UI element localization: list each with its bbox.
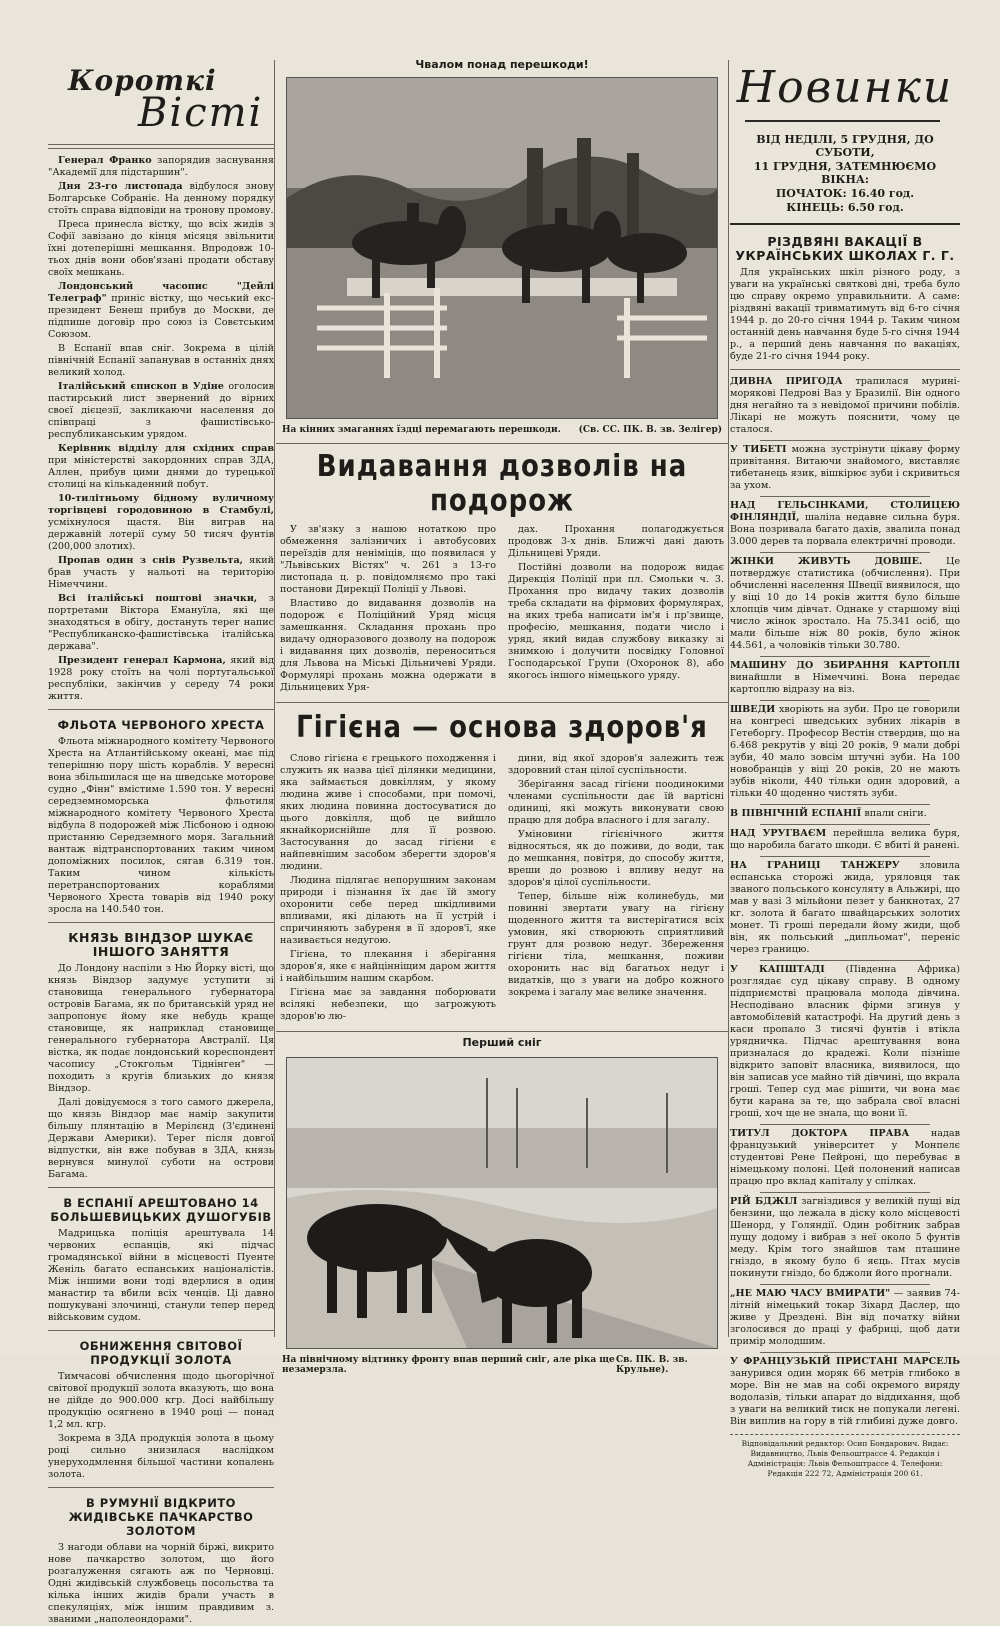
article-title-windsor: КНЯЗЬ ВІНДЗОР ШУКАЄ ІНШОГО ЗАНЯТТЯ (68, 930, 254, 959)
news-item-lead: МАШИНУ ДО ЗБИРАННЯ КАРТОПЛІ (730, 660, 960, 671)
article-paragraph: дах. Прохання полагоджується продовж 3-х днів. Ближчі дані дають Дільницеві Уряди. (508, 524, 724, 559)
news-item-text: Преса принесла вістку, що всіх жидів з Софії завізано до кінця місяця звільнити їхні дотеперішні мешкання. Впродовж 10-тьох днів вони обов'язані продати обставу своїх мешкань. (48, 219, 274, 278)
news-item-text: оголосив пастирський лист звернений до вірних своєї дієцезії, закликаючи населення до співпраці з фашистівсько-республиканським урядом. (48, 381, 274, 440)
article-paragraph: Слово гігієна є грецького походження і служить як назва цієї ділянки медицини, яка займається довкіллям, у якому людина живе і способами, при помочі, яких людина повинна достосуватися до цього довкілля, щоб це вийшло якнайкориснійше для її розвою. Застосування до засад гігієни є найпевнішим засобом зберегти здоров'я людини. (280, 753, 496, 872)
news-item-lead: Керівник відділу для східних справ (58, 443, 274, 454)
headline-travel-permits: Видавання дозволів на подорож (316, 449, 688, 519)
news-item-lead: Дня 23-го листопада (58, 181, 183, 192)
masthead-word-1: Короткі (68, 64, 217, 97)
text-column (508, 753, 724, 1025)
article-body-spain-arrest: Мадрицька поліція арештувала 14 червоних еспанців, які підчас громадянської війни в місцевості Пуенте Женіль багато еспанських націоналістів. Між іншими вони тоді вдерлися в один манастир та вбили всіх ченців. Ці давно пошукувані злочинці, станули тепер перед військовим судом. (48, 1228, 274, 1323)
news-item-text: з портретами Віктора Емануїла, які ще знаходяться в обігу, достануть теper напис "Республиканско-фашистівська італійська держава". (48, 593, 274, 652)
news-item-text: — заявив 74-літній німецький токар Зіхард Даслер, що живе у Дрездені. Він від початку війни зголосився до праці у фабриці, щоб дати примір молодшим. (730, 1288, 960, 1347)
caption-text: На північному відтинку фронту впав перший сніг, але ріка ще незамерзла. (282, 1355, 615, 1375)
news-item (730, 1196, 960, 1280)
news-item-lead: ЖІНКИ ЖИВУТЬ ДОВШЕ. (730, 556, 923, 567)
article-body-holidays: Для українських шкіл різного роду, з уваги на українські святкові дні, треба було цю справу окремо упрaвильнити. А саме: різдвяні вакації тривматимуть від 6-го січня 1944 р. до 20-го січня 1944 р. Таким чином останній день навчання буде 5-го січня 1944 р., а перший день навчання по вакаціях, буде 21-го січня 1944 року. (730, 267, 960, 362)
news-item-text: при міністерстві закордонних справ ЗДА, Аллен, прибув цими днями до турецької столиці на кількаденний побут. (48, 455, 274, 490)
news-item-lead: НА ГРАНИЦІ ТАНЖЕРУ (730, 860, 900, 871)
news-item (730, 860, 960, 956)
left-column (48, 60, 274, 1625)
divider (276, 1031, 728, 1032)
news-item-lead: В ПІВНІЧНІЙ ЕСПАНІЇ (730, 808, 862, 819)
first-snow-image (287, 1058, 717, 1348)
divider (48, 922, 274, 923)
news-item-text: приніс вістку, що чеський екс-президент Бенеш прибув до Москви, де підпише договір про союз із Совєтським Союзом. (48, 293, 274, 340)
photo-caption (282, 425, 722, 435)
news-item-text: усміхнулося щастя. Він виграв на державній лотерії суму 50 тисяч фунтів (200,000 злотих). (48, 517, 274, 552)
article-paragraph: Людина підлягає непорушним законам природи і пізнання їх дає їй змогу охоронити себе перед шкідливими впливами, які ділають на її устрій і спричиняють забуреня в її здоров'ї, яке називається недугою. (280, 875, 496, 946)
photo-title-snow: Перший сніг (462, 1036, 542, 1049)
news-list (730, 376, 960, 1428)
news-item-text: перейшла велика буря, що наробила багато шкоди. Є вбиті й ранені. (730, 828, 960, 851)
column-rule (728, 60, 729, 1337)
item-divider (760, 960, 930, 961)
divider (48, 1330, 274, 1331)
divider (276, 702, 728, 703)
blackout-schedule (730, 130, 960, 225)
news-item (730, 808, 960, 820)
caption-credit: (Св. СС. ПК. В. зв. Зелігер) (578, 425, 722, 435)
item-divider (760, 1124, 930, 1125)
headline-hygiene: Гігієна — основа здоров'я (296, 710, 708, 746)
news-item (48, 343, 274, 379)
news-item (48, 655, 274, 703)
news-item-lead: ШВЕДИ (730, 704, 776, 715)
news-item (730, 704, 960, 800)
news-item (48, 381, 274, 441)
news-item-text: впали сніги. (864, 808, 927, 819)
divider (48, 709, 274, 710)
item-divider (760, 440, 930, 441)
masthead-title: Новинки (736, 62, 954, 113)
news-item-lead: Пропав один з снів Рузвельта, (58, 555, 244, 566)
news-item (48, 219, 274, 279)
news-item-lead: ДИВНА ПРИГОДА (730, 376, 843, 387)
article-title-gold: ОБНИЖЕННЯ СВІТОВОЇ ПРОДУКЦІЇ ЗОЛОТА (79, 1339, 243, 1367)
news-item-text: надав французький університет у Монпелє студентові Рене Пейроні, що перебуває в німецькому полоні. Цей полонений написав працю про вклад капіталу у спілках. (730, 1128, 960, 1187)
article-paragraph: Гігієна, то плекання і зберігання здоров'я, яке є найцінніщим даром життя і найбільшим нашим скарбом. (280, 949, 496, 984)
news-item (730, 376, 960, 436)
news-item (48, 555, 274, 591)
news-item (730, 964, 960, 1120)
news-item-lead: НАД ГЕЛЬСІНКАМИ, СТОЛИЦЕЮ ФІНЛЯНДІЇ, (730, 500, 960, 523)
news-item-text: загніздився у великій пущі від бензини, що лежала в діску коло місцевості Шенорд, у Голяндії. Один робітник забрав пущу додому і вибрав з неї около 5 фунтів меду. Крім того знайшов там пташине гніздо, в якому було 6 яєць. Птах мусів покинути гніздо, бо бджоли його прогнали. (730, 1196, 960, 1279)
article-paragraph: Уміновини гігієнічного життя відносяться, як до поживи, до води, так до мешкання, повітря, до способу життя, вреши до розвою і впливу недуг на здоров'я цілої суспільности. (508, 829, 724, 888)
article-paragraph: дини, від якої здоров'я залежить теж здоровний стан цілої суспільности. (508, 753, 724, 776)
divider (730, 369, 960, 370)
schedule-line: КІНЕЦЬ: 6.50 год. (786, 201, 904, 214)
divider (48, 1487, 274, 1488)
text-column (280, 753, 496, 1025)
item-divider (760, 656, 930, 657)
article-paragraph: Тимчасові обчислення щодо цьогорічної світової продукції золота вказують, що вона не дійде до 900.000 кгр. Досі найбільшу продукцію осягнено в 1940 році — понад 1,2 мл. кгр. (48, 1371, 274, 1430)
news-masthead (730, 60, 960, 130)
article-paragraph: До Лондону наспіли з Ню Йорку вісті, що князь Віндзор задумує уступити зі становища генерального губернатора островів Багама, як по британській уряд не запропонує йому яке небудь краще становище, як наприклад становище генерального губернатора Австралії. Ця вістка, як подає лондонський кореспондент часопису „Стокгольм Тіднінген" — походить з кругів близьких до князя Віндзор. (48, 963, 274, 1094)
news-item-lead: У ФРАНЦУЗЬКІЙ ПРИСТАНІ МАРСЕЛЬ (730, 1356, 960, 1367)
caption-text: На кінних змаганнях їздці перемагають перешкоди. (282, 425, 561, 435)
news-item-text: шаліла недавне сильна буря. Вона позривала багато дахів, звалила понад 3.000 дерев та порвала електричні проводи. (730, 512, 960, 547)
item-divider (760, 824, 930, 825)
news-item (48, 593, 274, 653)
news-item (730, 444, 960, 492)
news-item (730, 500, 960, 548)
article-title-holidays: РІЗДВЯНІ ВАКАЦІЇ В УКРАЇНСЬКИХ ШКОЛАХ Г. Г. (735, 234, 955, 263)
news-item (730, 1356, 960, 1428)
article-title-spain-arrest: В ЕСПАНІЇ АРЕШТОВАНО 14 БОЛЬШЕВИЦЬКИХ ДУШОГУБІВ (50, 1196, 272, 1224)
photo-title-horses: Чвалом понад перешкоди! (415, 58, 589, 71)
article-title-romania: В РУМУНІЇ ВІДКРИТО ЖИДІВСЬКЕ ПАЧКАРСТВО ЗОЛОТОМ (68, 1496, 254, 1538)
news-item (730, 1128, 960, 1188)
text-column (280, 524, 496, 696)
article-paragraph: У зв'язку з нашою нотаткою про обмеження залізничих і автобусових переїздів для неніміців, що появилася у "Львівських Вістях" ч. 261 з 13-го листопада ц. р. повідомляємо про такі постанови Дирекції Поліції у Львові. (280, 524, 496, 595)
news-item-text: Це потверджує статистика (обчислення). При обчисленні населення Швеції виявилося, що у віці 10 до 14 років життя було більше хлопців чим дівчат. Однаке у старшому віці число жінок зростало. На 75.341 осіб, що мали більше ніж 80 років, було жінок 44.561, а чоловіків тільки 30.780. (730, 556, 960, 651)
article-title-red-cross: ФЛЬОТА ЧЕРВОНОГО ХРЕСТА (57, 718, 265, 732)
article-paragraph: Зберігання засад гігієни поодинокими членами суспільности дає їй вартісні одиниці, які можуть виконувати свою працю для добра власного і для загалу. (508, 779, 724, 826)
schedule-line: ВІД НЕДІЛІ, 5 ГРУДНЯ, ДО СУБОТИ, (756, 133, 934, 159)
news-item-text: хворіють на зуби. Про це говорили на конгресі шведських зубних лікарів в Гетеборгу. Професор Вестін ствердив, що на 6.468 рекрутів у віці 20 років, 9 мали добрі зуби, 40 мало зовсім штучні зуби. На 100 новобранців у віці 20 років, 20 не мають зубів ніколи, 440 тільки один здоровий, а тільки 40 щоденно чистять зуби. (730, 704, 960, 799)
news-item (730, 660, 960, 696)
news-item-text: зловила еспанська сторожі жида, уряловця так званого польського консуляту в Альжирі, що мав у вазі 3 мільйони пезет у банкнотах, 27 кг. золота й багато швайцарських золотих монет. Ті гроші передали йому жиди, щоб він, як польський „дипльомат", переніс через границю. (730, 860, 960, 955)
news-item-lead: У КАПШТАДІ (730, 964, 825, 975)
article-paragraph: Гігієна має за завдання поборювати всілякі небезпеки, що загрожують здоров'ю лю- (280, 987, 496, 1022)
masthead-underline (745, 120, 940, 122)
hygiene-body (276, 753, 728, 1025)
news-item-lead: Всі італійські поштові значки, (58, 593, 258, 604)
news-item-lead: 10-тилітньому бідному вуличному торгівцеві городовиною в Стамбулі, (48, 493, 274, 516)
item-divider (760, 496, 930, 497)
divider (48, 144, 274, 149)
schedule-line: ПОЧАТОК: 16.40 год. (775, 187, 915, 200)
article-body-red-cross: Фльота міжнародного комітету Червоного Хреста на Атлантійському океані, має під теперішню пору шість кораблів. У вересні вона збільшилася ще на шведське моторове судно „Фінн" вмістиме 1.590 тон. У вересні середземноморська фльотиля міжнародного комітету Червоного Хреста відбула 8 подорожей між Лісбоною і одною пристанню Середземного моря. Загальний вантаж відтранспортованих таким чином допоміжних посилок, сягав 6.319 тон. Таким чином кількість перетранспортованих кораблями Червоного Хреста товарів від 1940 року зросла на 140.540 тон. (48, 736, 274, 915)
item-divider (760, 1352, 930, 1353)
item-divider (760, 1192, 930, 1193)
caption-credit: Св. ПК. В. зв. Крульне). (615, 1355, 688, 1375)
news-item (48, 181, 274, 217)
news-item (48, 281, 274, 341)
news-item-text: трапилася мурині-морякові Педрові Ваз у Бразилії. Він одного дня негайно та з невідомої причини побілів. Лікарі не можуть пояснити, чому це сталося. (730, 376, 960, 435)
short-news-list (48, 155, 274, 703)
news-item-text: винайшли в Німеччині. Вона передає картоплю відразу на віз. (730, 672, 960, 695)
news-item (48, 443, 274, 491)
article-paragraph: Тепер, більше ніж колинебудь, ми повинні звертати увагу на гігієну щоденного життя та вистерігатися всіх умовин, які створюють сприятливий грунт для розвою недуг. Збереження гігієни тіла, мешкання, поживи охоронить нас від багатьох недуг і видатків, що з уваги на добро кожного зокрема і загалу має велике значення. (508, 891, 724, 998)
right-column (730, 60, 961, 1478)
news-item (730, 1288, 960, 1348)
article-paragraph: Далі довідуємося з того самого джерела, що князь Віндзор має намір закупити більшу плянтацію в Мерілєнд (З'єдинені Держави Америки). Теper після довгої відпустки, він вже побував в ЗДА, князь вернувся минулої суботи на острови Багама. (48, 1097, 274, 1180)
short-news-masthead (48, 60, 274, 138)
news-item-lead: У ТИБЕТІ (730, 444, 787, 455)
news-item-text: (Південна Африка) розглядає суд цікаву справу. В одному підприємстві працювала молода дівчина. Несподівано власник фірми згинув у автомобілевій катастрофі. На другий день з каси пропало 3 тисячі фунтів і втікла урядничка. Підчас арештування вона призналася до крадежі. Коли пізніше відкрито заповіт власника, виявилося, що він записав усе майно тій дівчині, що вкрала гроші. Тепер суд має рішити, чи вона має бути карана за те, що забрала свої власні гроші, хоч ще не знала, що вони її. (730, 964, 960, 1119)
news-item-lead: Лондонський часопис "Дейлі Телеграф" (48, 281, 274, 304)
schedule-line: 11 ГРУДНЯ, ЗАТЕМНЮЄМО ВІКНА: (753, 160, 937, 186)
news-item (48, 493, 274, 553)
news-item-text: запорядив заснування "Академії для підстаршин". (48, 155, 274, 178)
news-item-text: В Еспанії впав сніг. Зокрема в цілій північній Еспанії запанував в останніх днях великий холод. (48, 343, 274, 378)
item-divider (760, 552, 930, 553)
item-divider (760, 856, 930, 857)
item-divider (760, 1284, 930, 1285)
news-item-text: який від 1928 року стоїть на чолі португальської республіки, закінчив у середу 74 роки життя. (48, 655, 274, 702)
news-item-lead: РІЙ БДЖІЛ (730, 1196, 798, 1207)
article-body-romania: З нагоди облави на чорній біржі, викрито нове пачкарство золотом, що його розгалуження сягають аж по Черновці. Одні жидівській службовець посольства та кілька інших жидів брали участь в спекуляціях, між іншим правдивим з. званими „наполеондорами". (48, 1542, 274, 1625)
column-rule (274, 60, 275, 1337)
news-item-text: який брав участь у нальоті на територію Німеччини. (48, 555, 274, 590)
first-snow-photo (286, 1057, 718, 1349)
news-item (48, 155, 274, 179)
news-item-text: занурився один моряк 66 метрів глибоко в море. Він не мав на собі окремого виряду водолазів, тільки апарат до віддихання, щоб з уваги на великий тиск не попукали легені. Він виплив на гору в тій глибині дуже довго. (730, 1368, 960, 1427)
news-item (730, 828, 960, 852)
news-item-lead: Генерал Франко (58, 155, 152, 166)
travel-permits-body (276, 524, 728, 696)
article-paragraph: Зокрема в ЗДА продукція золота в цьому році сильно знизилася наслідком унеруходмлення більшої частини копалень золота. (48, 1433, 274, 1480)
news-item-text: можна зустрінути цікаву форму привітання. Витаючи знайомого, виставляє тибетанець язик, вішкірює зуби і скривиться за ухом. (730, 444, 961, 491)
publisher-imprint: Відповідальний редактор: Осип Бондарович. Видає: Видавництво, Львів Фельоштрассе 4. Редакція і Адміністрація: Львів Фельоштрассе 4. Телефони: Редакція 222 72, Адміністрація 200 61. (730, 1434, 960, 1479)
horse-jumping-image (287, 78, 717, 418)
item-divider (760, 804, 930, 805)
divider (276, 443, 728, 444)
horse-jumping-photo (286, 77, 718, 419)
news-item-text: відбулося знову Болгарське Собраніє. На денному порядку стоїть справа відповіди на тронову промову. (48, 181, 274, 216)
article-paragraph: Постійні дозволи на подорож видає Дирекція Поліції при пл. Смольки ч. 3. Прохання про видачу таких дозволів треба складати на фірмових формулярах, на яких треба написати ім'я і пр'звище, професію, мешкання, подати число і уряд, який видав службову виказку зі знимкою і долучити посвідку Головної Господарської Групи (Охоронок 8), або якогось іншого німецького уряду. (508, 562, 724, 681)
news-item-lead: ТИТУЛ ДОКТОРА ПРАВА (730, 1128, 910, 1139)
article-paragraph: Властиво до видавання дозволів на подорож є Поліційний Уряд місця замешкання. Складання прохань про видачу одноразового дозволу на подорож і видавання цих дозволів, переноситься для Львова на Міські Дільничеві Уряди. Формулярі прохань можна одержати в Дільницевих Уря- (280, 598, 496, 693)
masthead-word-2: Вісті (138, 90, 264, 136)
text-column (508, 524, 724, 696)
item-divider (760, 700, 930, 701)
news-item-lead: НАД УРУГВАЄМ (730, 828, 827, 839)
news-item-lead: Президент генерал Кармона, (58, 655, 226, 666)
middle-column (276, 58, 728, 1375)
news-item-lead: Італійський єпископ в Удіне (58, 381, 224, 392)
news-item-lead: „НЕ МАЮ ЧАСУ ВМИРАТИ" (730, 1288, 891, 1299)
photo-caption (282, 1355, 722, 1375)
divider (48, 1187, 274, 1188)
news-item (730, 556, 960, 652)
